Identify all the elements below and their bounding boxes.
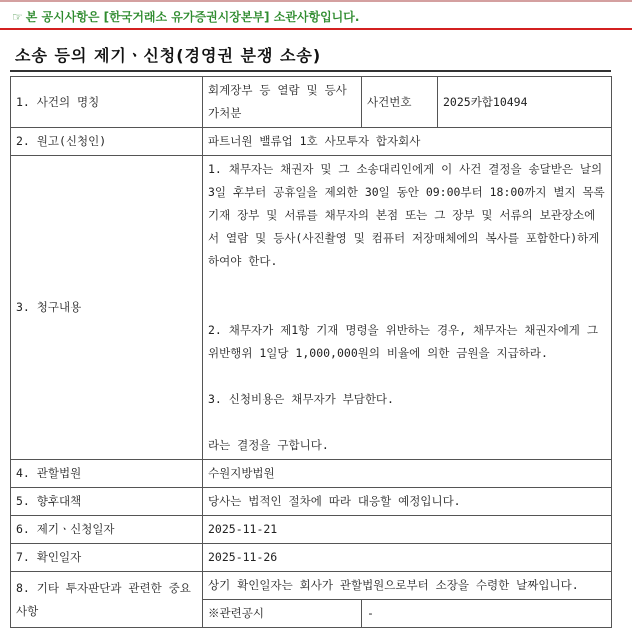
table-row-plaintiff (11, 128, 612, 156)
table-row-case-name (11, 77, 612, 128)
other-value: 상기 확인일자는 회사가 관할법원으로부터 소장을 수령한 날짜입니다. (203, 572, 612, 600)
table-row-filed-date (11, 516, 612, 544)
title-divider (10, 70, 611, 72)
claim-value: 1. 채무자는 채권자 및 그 소송대리인에게 이 사건 결정을 송달받은 날의 3일 후부터 공휴일을 제외한 30일 동안 09:00부터 18:00까지 별지 목록 기재 장부 및 서류를 채무자의 본점 또는 그 장부 및 서류의 보관장소에서 열람 및 등사(사진촬영 및 컴퓨터 저장매체에의 복사를 포함한다)하게 하여야 한다. 2. 채무자가 제1항 기재 명령을 위반하는 경우, 채무자는 채권자에게 그 위반행위 1일당 1,000,000원의 비율에 의한 금원을 지급하라. 3. 신청비용은 채무자가 부담한다. 라는 결정을 구합니다. (203, 156, 612, 460)
table-row-court (11, 460, 612, 488)
confirm-date-value: 2025-11-26 (203, 544, 612, 572)
confirm-date-label: 7. 확인일자 (11, 544, 203, 572)
plan-label: 5. 향후대책 (11, 488, 203, 516)
claim-label: 3. 청구내용 (11, 156, 203, 460)
related-value: - (362, 600, 612, 628)
plan-value: 당사는 법적인 절차에 따라 대응할 예정입니다. (203, 488, 612, 516)
filed-date-value: 2025-11-21 (203, 516, 612, 544)
notice-text: 본 공시사항은 [한국거래소 유가증권시장본부] 소관사항입니다. (25, 10, 360, 24)
disclosure-table (10, 76, 612, 628)
other-label: 8. 기타 투자판단과 관련한 중요사항 (11, 572, 203, 628)
table-row-plan (11, 488, 612, 516)
case-name-value: 회계장부 등 열람 및 등사 가처분 (203, 77, 362, 128)
related-label: ※관련공시 (203, 600, 362, 628)
case-number-value: 2025카합10494 (438, 77, 612, 128)
court-value: 수원지방법원 (203, 460, 612, 488)
filed-date-label: 6. 제기ㆍ신청일자 (11, 516, 203, 544)
table-row-claim (11, 156, 612, 460)
page-title: 소송 등의 제기ㆍ신청(경영권 분쟁 소송) (15, 46, 322, 65)
notice-text-wrapper (12, 8, 359, 25)
plaintiff-label: 2. 원고(신청인) (11, 128, 203, 156)
table-row-confirm-date (11, 544, 612, 572)
court-label: 4. 관할법원 (11, 460, 203, 488)
plaintiff-value: 파트너원 밸류업 1호 사모투자 합자회사 (203, 128, 612, 156)
pointing-hand-icon: ☞ (12, 10, 23, 24)
case-name-label: 1. 사건의 명칭 (11, 77, 203, 128)
case-number-label: 사건번호 (362, 77, 438, 128)
notice-bar (0, 0, 632, 30)
table-row-other (11, 572, 612, 600)
